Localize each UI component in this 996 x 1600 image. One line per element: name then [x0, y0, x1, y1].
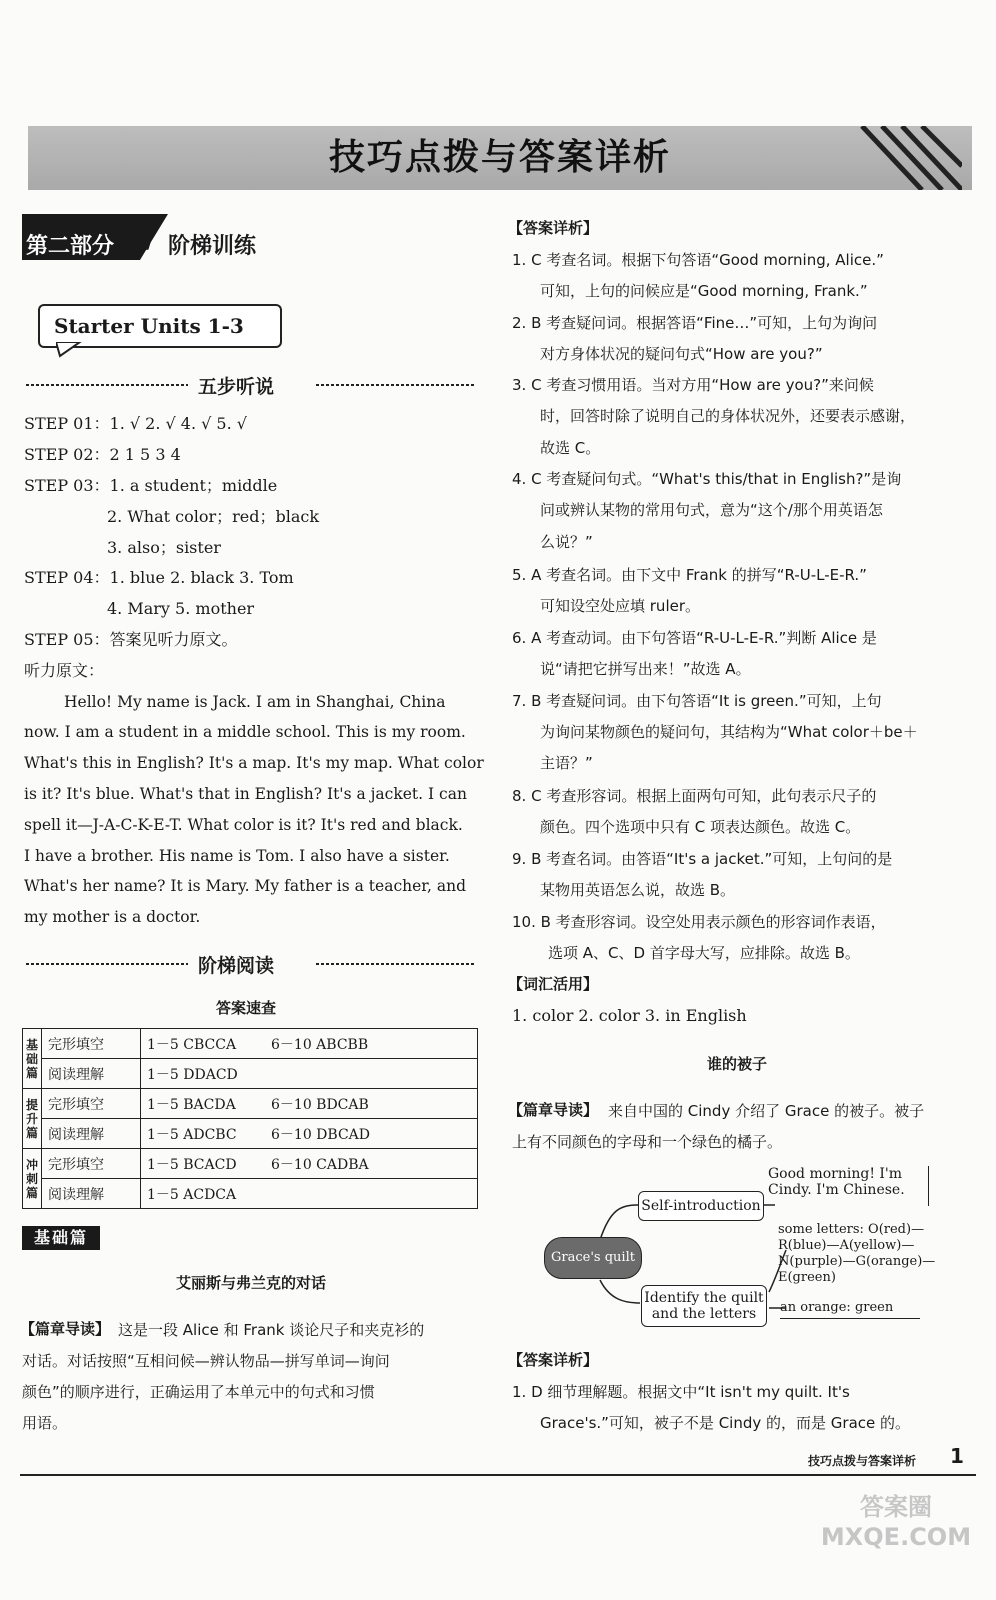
- vocab-label: 【词汇活用】: [508, 975, 599, 993]
- type-cell: 阅读理解: [42, 1059, 141, 1089]
- listening-line: now. I am a student in a middle school. This is my room.: [24, 723, 466, 741]
- type-cell: 阅读理解: [42, 1119, 141, 1149]
- step03-1: STEP 03：1. a student；middle: [24, 476, 278, 495]
- guide-line: 用语。: [22, 1414, 68, 1432]
- reading-title: 阶梯阅读: [198, 955, 275, 977]
- answer-line: 主语？”: [540, 754, 593, 772]
- answer-line: 某物用英语怎么说，故选 B。: [540, 881, 736, 899]
- listening-line: Hello! My name is Jack. I am in Shanghai, China: [64, 693, 446, 711]
- guide-line: 这是一段 Alice 和 Frank 谈论尺子和夹克衫的: [118, 1321, 425, 1339]
- divider-left: [26, 384, 188, 386]
- group-cell: 冲刺篇: [23, 1149, 42, 1209]
- answer-line: 2. B 考查疑问词。根据答语“Fine…”可知，上句为询问: [512, 314, 878, 332]
- table-row: [23, 1119, 478, 1149]
- mindmap-node-identify: [641, 1285, 767, 1327]
- answer-line: 故选 C。: [540, 439, 601, 457]
- listening-line: I have a brother. His name is Tom. I also have a sister.: [24, 847, 450, 865]
- step01: STEP 01：1. √ 2. √ 4. √ 5. √: [24, 414, 247, 433]
- wubu-title: 五步听说: [198, 376, 275, 398]
- answer-cell: 1－5 ACDCA: [141, 1179, 266, 1209]
- guide-line: 颜色”的顺序进行，正确运用了本单元中的句式和习惯: [22, 1383, 375, 1401]
- answer-cell: 1－5 ADCBC: [141, 1119, 266, 1149]
- answer2-label: 【答案详析】: [508, 1351, 599, 1369]
- listening-line: is it? It's blue. What's that in English? It's a jacket. I can: [24, 785, 467, 803]
- answer-line: 对方身体状况的疑问句式“How are you?”: [540, 345, 823, 363]
- answer-line: 为询问某物颜色的疑问句，其结构为“What color＋be＋: [540, 723, 918, 741]
- divider-right: [316, 384, 476, 386]
- answer-line: 颜色。四个选项中只有 C 项表达颜色。故选 C。: [540, 818, 861, 836]
- step02: STEP 02：2 1 5 3 4: [24, 445, 181, 464]
- banner-stripes: [852, 126, 962, 190]
- table-row: [23, 1179, 478, 1209]
- answer-line: 9. B 考查名词。由答语“It's a jacket.”可知，上句问的是: [512, 850, 893, 868]
- page-number: 1: [950, 1444, 964, 1468]
- answer-cell: 6－10 ABCBB: [265, 1029, 478, 1059]
- answer-line: 1. C 考查名词。根据下句答语“Good morning, Alice.”: [512, 251, 884, 269]
- answer-cell: 6－10 BDCAB: [265, 1089, 478, 1119]
- answer-line: 选项 A、C、D 首字母大写，应排除。故选 B。: [548, 944, 860, 962]
- group-cell: 提升篇: [23, 1089, 42, 1149]
- mindmap-self-intro-text: [768, 1166, 929, 1206]
- listening-line: What's her name? It is Mary. My father is a teacher, and: [24, 877, 466, 895]
- answer-cell: [265, 1179, 478, 1209]
- answer-line: 8. C 考查形容词。根据上面两句可知，此句表示尺子的: [512, 787, 877, 805]
- section-slash: /: [146, 229, 155, 254]
- banner-title: 技巧点拨与答案详析: [328, 137, 671, 178]
- answer-line: 3. C 考查习惯用语。当对方用“How are you?”来问候: [512, 376, 874, 394]
- identify-line: Identify the quilt: [644, 1290, 764, 1306]
- group-cell: 基础篇: [23, 1029, 42, 1089]
- letters-line: N(purple)—G(orange)—: [778, 1254, 936, 1269]
- answer-line: 时，回答时除了说明自己的身体状况外，还要表示感谢，: [540, 407, 916, 425]
- type-cell: 完形填空: [42, 1089, 141, 1119]
- answer-line: 可知设空处应填 ruler。: [540, 597, 701, 615]
- guide2-line: 上有不同颜色的字母和一个绿色的橘子。: [512, 1133, 783, 1151]
- answer-cell: 1－5 CBCCA: [141, 1029, 266, 1059]
- answer-cell: 6－10 DBCAD: [265, 1119, 478, 1149]
- answer-line: 问或辨认某物的常用句式，意为“这个/那个用英语怎: [540, 501, 883, 519]
- answer-cell: 1－5 DDACD: [141, 1059, 266, 1089]
- mindmap-orange: an orange: green: [780, 1298, 920, 1319]
- answer-line: 5. A 考查名词。由下文中 Frank 的拼写“R-U-L-E-R.”: [512, 566, 867, 584]
- answer2-line: Grace's.”可知，被子不是 Cindy 的，而是 Grace 的。: [540, 1414, 911, 1432]
- mindmap-letters: [778, 1222, 936, 1286]
- guide2-label: 【篇章导读】: [508, 1101, 599, 1119]
- answer-line: 可知，上句的问候应是“Good morning, Frank.”: [540, 282, 868, 300]
- answer-line: 7. B 考查疑问词。由下句答语“It is green.”可知，上句: [512, 692, 882, 710]
- guide-line: 对话。对话按照“互相问候—辨认物品—拼写单词—询问: [22, 1352, 390, 1370]
- step04-2: 4. Mary 5. mother: [107, 599, 255, 618]
- letters-line: R(blue)—A(yellow)—: [778, 1238, 915, 1253]
- answer-line: 10. B 考查形容词。设空处用表示颜色的形容词作表语，: [512, 913, 886, 931]
- jichu-tag: [22, 1226, 100, 1250]
- answer-cell: 1－5 BACDA: [141, 1089, 266, 1119]
- answer-line: 6. A 考查动词。由下句答语“R-U-L-E-R.”判断 Alice 是: [512, 629, 877, 647]
- unit-tag-tail: [56, 342, 82, 358]
- self-intro-line: Good morning! I'm: [768, 1166, 903, 1182]
- passage2-title: 谁的被子: [706, 1055, 767, 1073]
- identify-line: and the letters: [651, 1306, 757, 1322]
- letters-line: E(green): [778, 1270, 836, 1285]
- unit-tag-text: Starter Units 1-3: [54, 314, 244, 338]
- answer-label: 【答案详析】: [508, 219, 599, 237]
- listening-line: What's this in English? It's a map. It's my map. What color: [24, 754, 484, 772]
- step03-3: 3. also；sister: [107, 538, 221, 557]
- type-cell: 完形填空: [42, 1149, 141, 1179]
- answer-cell: [265, 1059, 478, 1089]
- header-banner: [28, 126, 972, 190]
- listening-line: my mother is a doctor.: [24, 908, 201, 926]
- passage-title: 艾丽斯与弗兰克的对话: [175, 1274, 326, 1292]
- table-row: [23, 1029, 478, 1059]
- guide-label: 【篇章导读】: [20, 1320, 111, 1338]
- step04-1: STEP 04：1. blue 2. black 3. Tom: [24, 568, 294, 587]
- jichu-tag-text: 基础篇: [33, 1228, 88, 1247]
- divider-left: [26, 963, 188, 965]
- answer2-line: 1. D 细节理解题。根据文中“It isn't my quilt. It's: [512, 1383, 850, 1401]
- letters-line: some letters: O(red)—: [778, 1222, 925, 1237]
- mindmap-center: Grace's quilt: [544, 1237, 642, 1279]
- table-row: [23, 1059, 478, 1089]
- listening-label: 听力原文：: [24, 661, 105, 680]
- running-title: 技巧点拨与答案详析: [808, 1454, 917, 1468]
- guide2-line: 来自中国的 Cindy 介绍了 Grace 的被子。被子: [608, 1102, 925, 1120]
- footer-rule: [20, 1474, 976, 1476]
- step05: STEP 05：答案见听力原文。: [24, 630, 238, 649]
- section-part-name: 阶梯训练: [168, 234, 257, 259]
- answer-line: 4. C 考查疑问句式。“What's this/that in English?”是询: [512, 470, 902, 488]
- table-row: [23, 1089, 478, 1119]
- vocab-line: 1. color 2. color 3. in English: [512, 1006, 747, 1025]
- divider-right: [316, 963, 476, 965]
- answer-cell: 6－10 CADBA: [265, 1149, 478, 1179]
- table-row: [23, 1149, 478, 1179]
- self-intro-line: Cindy. I'm Chinese.: [768, 1182, 905, 1198]
- section-part: 第二部分: [26, 234, 115, 259]
- step03-2: 2. What color；red；black: [107, 507, 320, 526]
- answer-cell: 1－5 BCACD: [141, 1149, 266, 1179]
- type-cell: 完形填空: [42, 1029, 141, 1059]
- answer-line: 说“请把它拼写出来！”故选 A。: [540, 660, 751, 678]
- quick-answer-table: [22, 1028, 478, 1209]
- mindmap-node-self-intro: Self-introduction: [638, 1191, 764, 1221]
- answer-line: 么说？”: [540, 533, 593, 551]
- quick-answer-title: 答案速查: [216, 999, 277, 1017]
- listening-line: spell it—J-A-C-K-E-T. What color is it? It's red and black.: [24, 816, 463, 834]
- type-cell: 阅读理解: [42, 1179, 141, 1209]
- watermark-logo: 答案圈 MXQE.COM: [820, 1493, 972, 1551]
